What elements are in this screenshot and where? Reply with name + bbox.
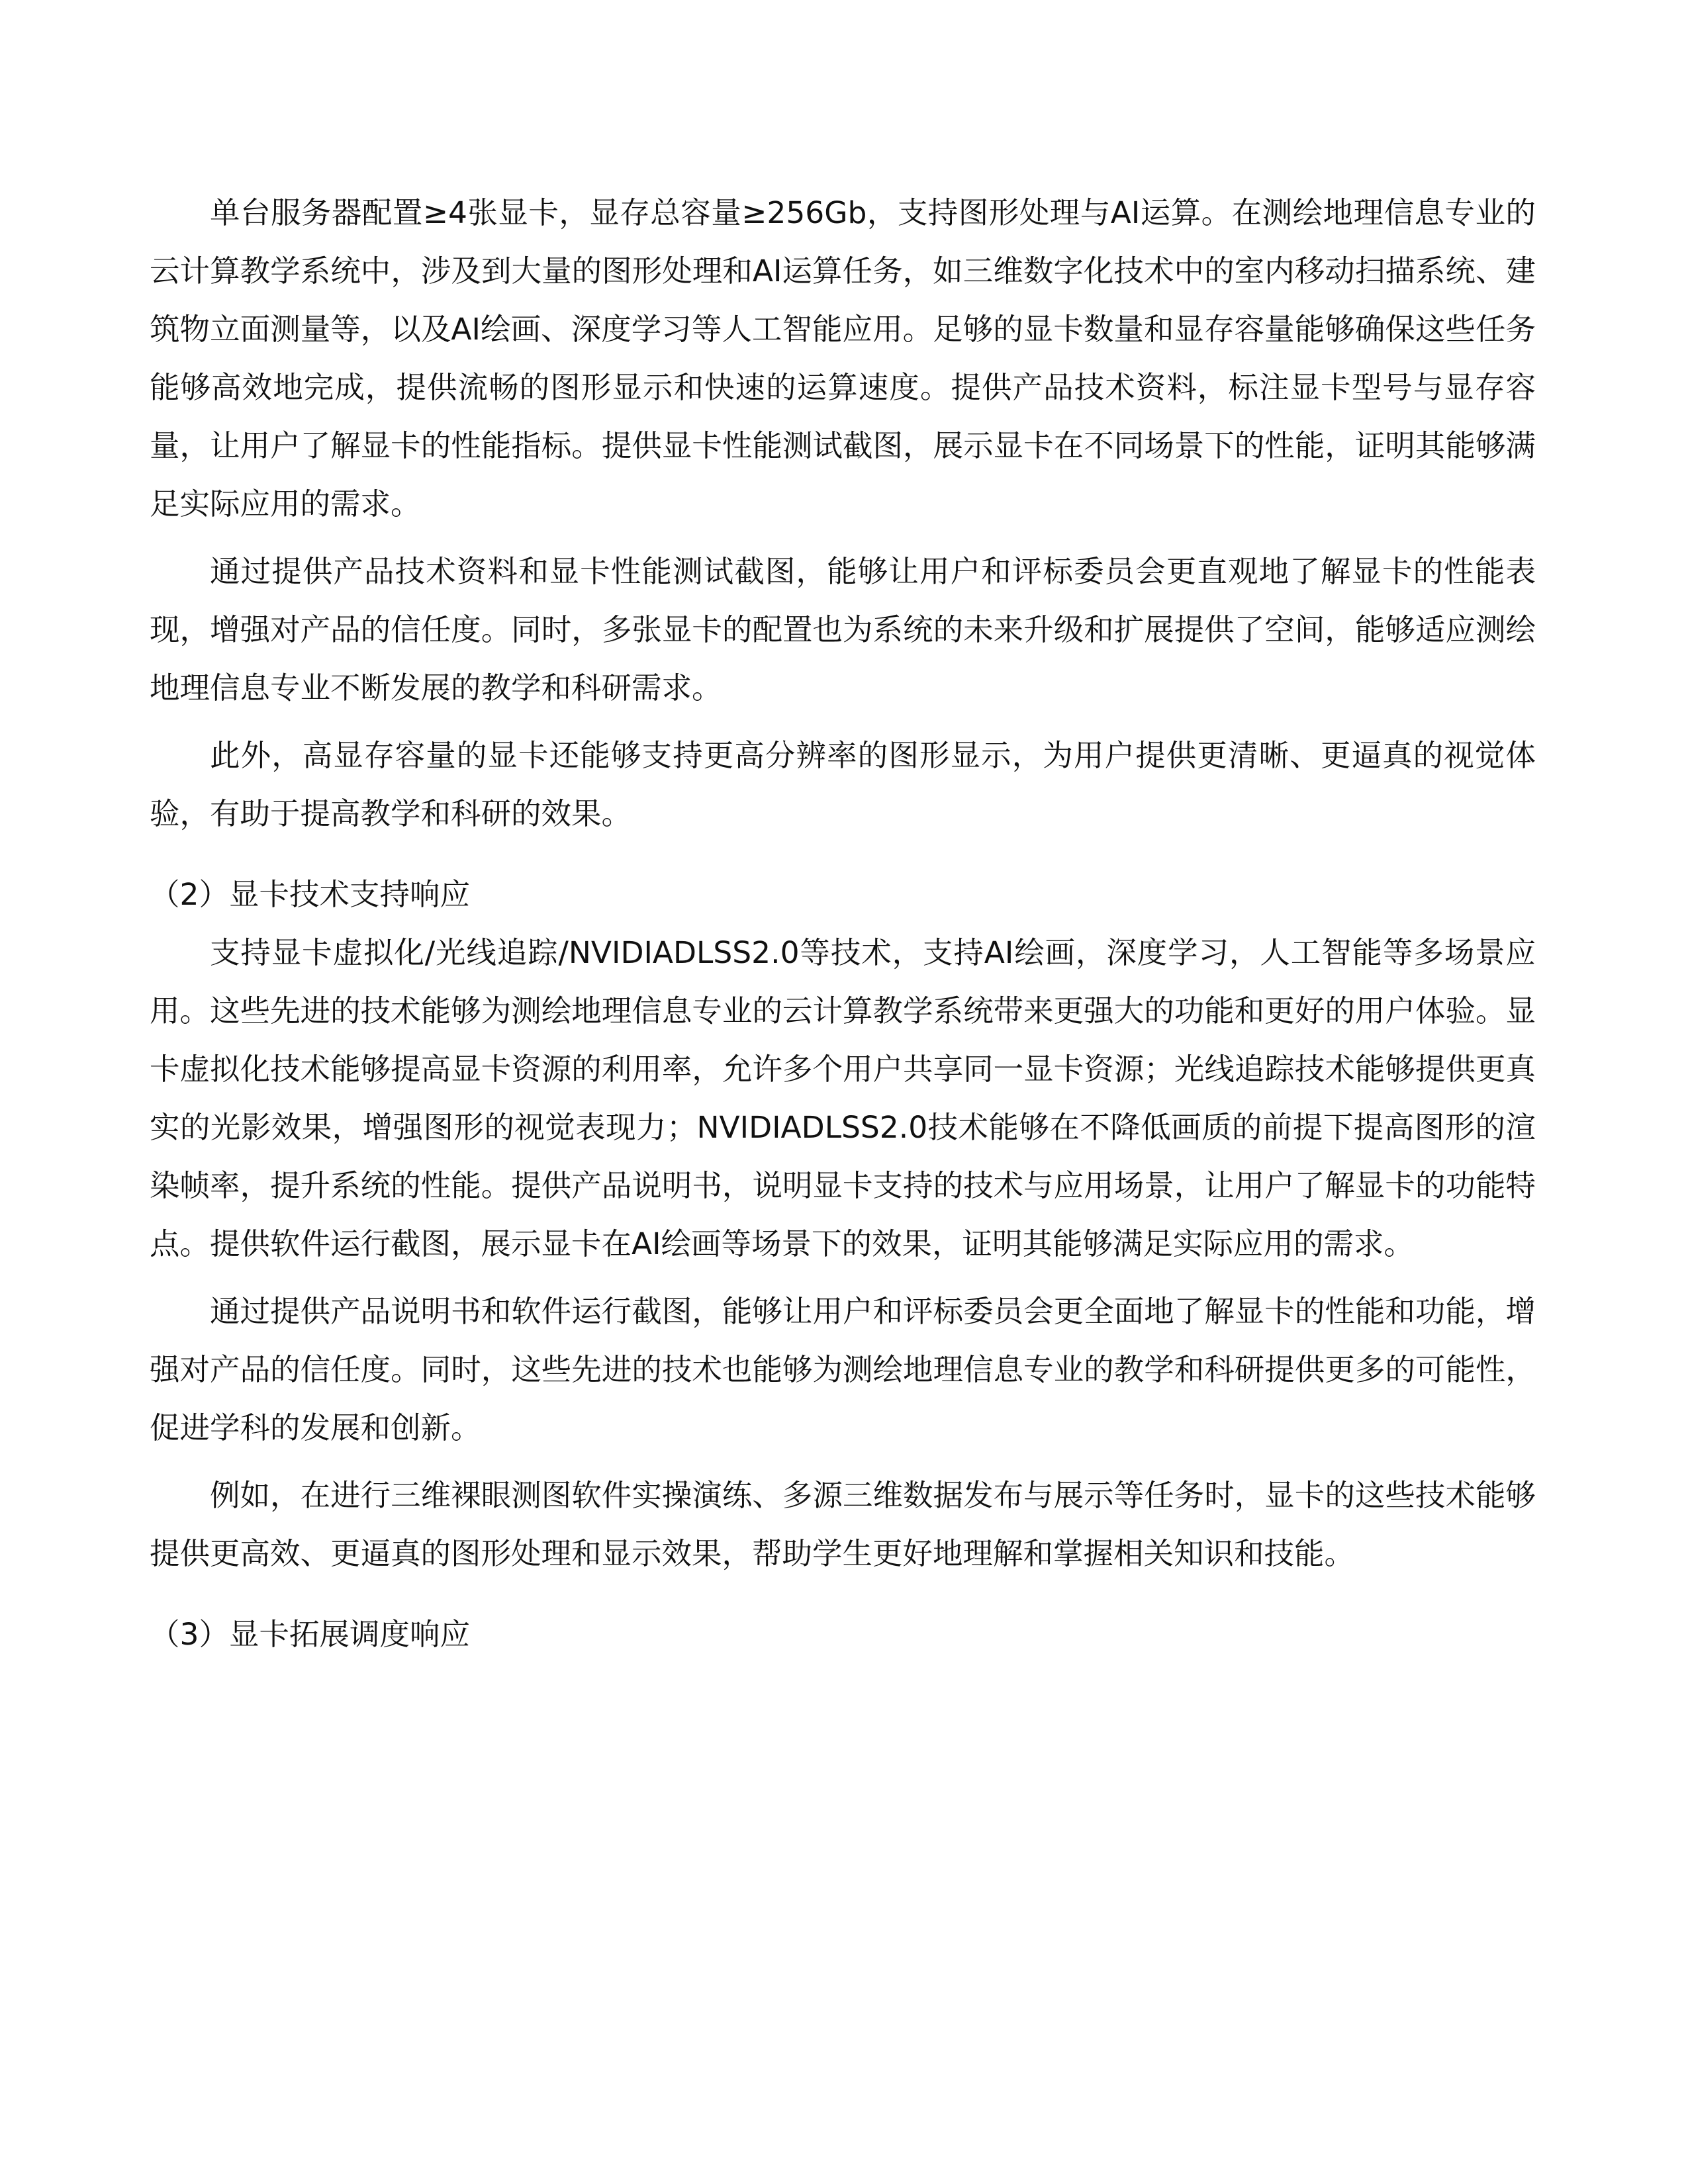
paragraph-manual-and-screenshots: 通过提供产品说明书和软件运行截图，能够让用户和评标委员会更全面地了解显卡的性能和功能，增强对产品的信任度。同时，这些先进的技术也能够为测绘地理信息专业的教学和科研提供更多的可能性，促进学科的发展和创新。 (150, 1294, 1536, 1445)
paragraph-high-memory-display: 此外，高显存容量的显卡还能够支持更高分辨率的图形显示，为用户提供更清晰、更逼真的视觉体验，有助于提高教学和科研的效果。 (150, 738, 1536, 831)
document-body (150, 184, 1536, 1664)
section-heading-gpu-scheduling: （3）显卡拓展调度响应 (150, 1617, 470, 1652)
paragraph-gpu-technologies: 支持显卡虚拟化/光线追踪/NVIDIADLSS2.0等技术，支持AI绘画，深度学习，人工智能等多场景应用。这些先进的技术能够为测绘地理信息专业的云计算教学系统带来更强大的功能和更好的用户体验。显卡虚拟化技术能够提高显卡资源的利用率，允许多个用户共享同一显卡资源；光线追踪技术能够提供更真实的光影效果，增强图形的视觉表现力；NVIDIADLSS2.0技术能够在不降低画质的前提下提高图形的渲染帧率，提升系统的性能。提供产品说明书，说明显卡支持的技术与应用场景，让用户了解显卡的功能特点。提供软件运行截图，展示显卡在AI绘画等场景下的效果，证明其能够满足实际应用的需求。 (150, 935, 1536, 1261)
paragraph-example-applications: 例如，在进行三维裸眼测图软件实操演练、多源三维数据发布与展示等任务时，显卡的这些技术能够提供更高效、更逼真的图形处理和显示效果，帮助学生更好地理解和掌握相关知识和技能。 (150, 1478, 1536, 1571)
paragraph-technical-materials: 通过提供产品技术资料和显卡性能测试截图，能够让用户和评标委员会更直观地了解显卡的性能表现，增强对产品的信任度。同时，多张显卡的配置也为系统的未来升级和扩展提供了空间，能够适应测绘地理信息专业不断发展的教学和科研需求。 (150, 554, 1536, 705)
paragraph-gpu-configuration: 单台服务器配置≥4张显卡，显存总容量≥256Gb，支持图形处理与AI运算。在测绘地理信息专业的云计算教学系统中，涉及到大量的图形处理和AI运算任务，如三维数字化技术中的室内移动扫描系统、建筑物立面测量等，以及AI绘画、深度学习等人工智能应用。足够的显卡数量和显存容量能够确保这些任务能够高效地完成，提供流畅的图形显示和快速的运算速度。提供产品技术资料，标注显卡型号与显存容量，让用户了解显卡的性能指标。提供显卡性能测试截图，展示显卡在不同场景下的性能，证明其能够满足实际应用的需求。 (150, 195, 1536, 522)
section-heading-gpu-technical-support: （2）显卡技术支持响应 (150, 877, 470, 912)
